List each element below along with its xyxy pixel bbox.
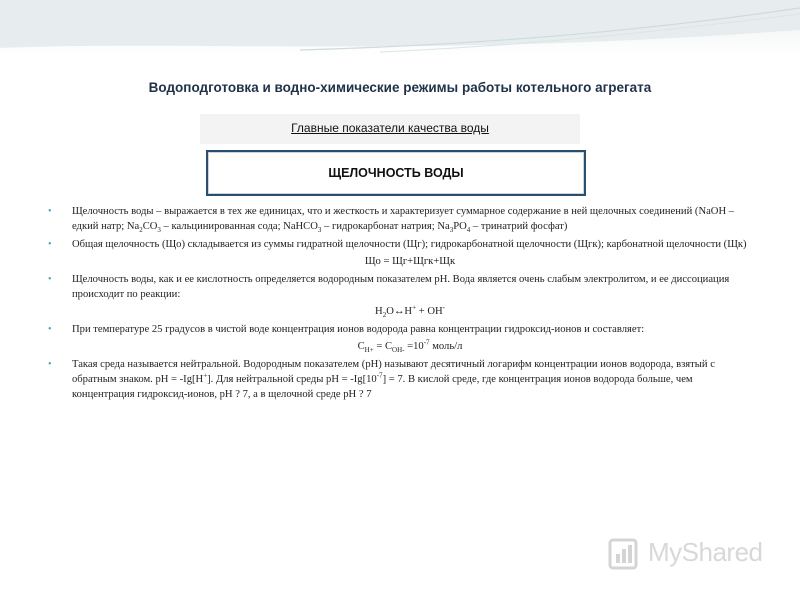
list-item: • Такая среда называется нейтральной. Водородным показателем (pH) называют десятичный логарифм концентрации ионов водорода, взятый с обратным знаком. pH = -Ig[H+]. Для нейтральной среды pH = $-Ig[10^{-7}] = 7$. В кислой среде, где концентрация ионов водорода больше, чем концентрация гидроксид-ионов, pH ? 7, а в щелочной среде pH ? 7: [48, 359, 715, 400]
slide-subtitle: Главные показатели качества воды: [291, 121, 489, 135]
slide-title: Водоподготовка и водно-химические режимы работы котельного агрегата: [148, 80, 652, 95]
watermark-text: MyShared: [648, 537, 763, 567]
bullet-text: При температуре 25 градусов в чистой воде концентрация ионов водорода равна концентрации гидроксид-ионов и составляет:: [72, 324, 645, 335]
list-item: [48, 237, 748, 269]
bullet-icon: •: [48, 206, 52, 217]
formula: $H_2O\leftrightarrow H^+ + OH^-$: [375, 303, 445, 320]
bullet-icon: •: [48, 274, 52, 285]
formula: Що = Щг+Щгк+Щк: [364, 256, 456, 267]
bullet-icon: •: [48, 239, 52, 250]
section-heading: ЩЕЛОЧНОСТЬ ВОДЫ: [328, 166, 464, 180]
list-item: [48, 322, 748, 354]
bullet-icon: •: [48, 359, 52, 370]
bullet-text: Щелочность воды, как и ее кислотность определяется водородным показателем pH. Вода является очень слабым электролитом, и ее диссоциация происходит по реакции:: [72, 274, 730, 300]
bullet-icon: •: [48, 324, 52, 335]
decorative-wave: [0, 0, 800, 70]
section-heading-box: [206, 150, 586, 196]
formula: $C_{H+} = C_{OH-} =10^{-7}$ моль/л: [357, 338, 463, 355]
bullet-text: Общая щелочность (Що) складывается из суммы гидратной щелочности (Щг); гидрокарбонатной щелочности (Щгк); карбонатной щелочности (Щк): [72, 239, 747, 250]
bullet-list: [48, 204, 748, 405]
list-item: [48, 272, 748, 319]
list-item: • Щелочность воды – выражается в тех же единицах, что и жесткость и характеризует суммарное содержание в ней щелочных соединений (NaOH – едкий натр; $Na_2CO_3$ – кальцинированная сода; NaHCO$_3$ – гидрокарбонат натрия; $Na_3PO_4$ – тринатрий фосфат): [48, 206, 735, 235]
